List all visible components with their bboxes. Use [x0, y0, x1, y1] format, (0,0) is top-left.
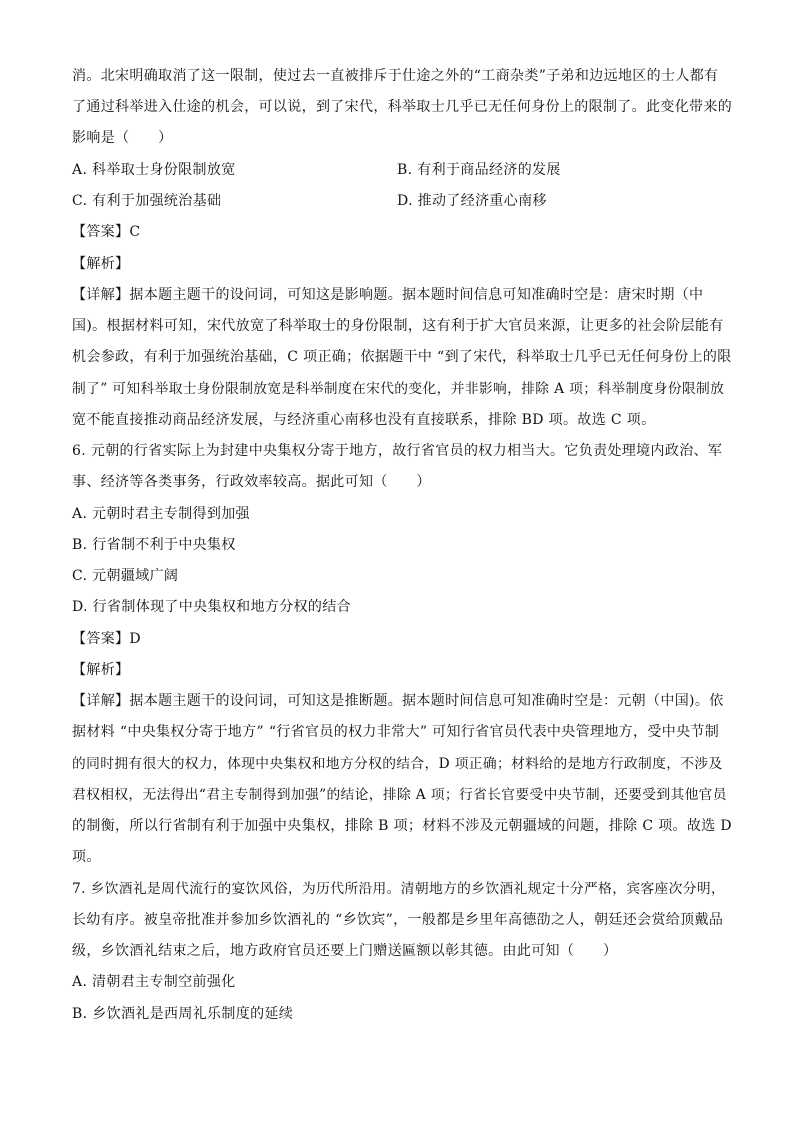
- q6-answer: 【答案】D: [72, 631, 141, 647]
- q6-option-c: C. 元朝疆域广阔: [72, 568, 179, 584]
- q5-stem-line-2: 了通过科举进入仕途的机会，可以说，到了宋代，科举取士几乎已无任何身份上的限制了。此变化带来的: [72, 99, 733, 115]
- q6-option-d: D. 行省制体现了中央集权和地方分权的结合: [72, 599, 351, 615]
- q5-stem-line-1: 消。北宋明确取消了这一限制，使过去一直被排斥于仕途之外的“工商杂类”子弟和边远地区的士人都有: [72, 68, 719, 84]
- q5-detail-line-2: 国)。根据材料可知，宋代放宽了科举取士的身份限制，这有利于扩大官员来源，让更多的社会阶层能有: [72, 318, 724, 334]
- q6-detail-line-2: 据材料 “中央集权分寄于地方” “行省官员的权力非常大” 可知行省官员代表中央管理地方，受中央节制: [72, 724, 720, 740]
- q6-stem-line-2: 事、经济等各类事务，行政效率较高。据此可知（ ）: [72, 474, 431, 490]
- q6-detail-line-1: 【详解】据本题主题干的设问词，可知这是推断题。据本题时间信息可知准确时空是：元朝（中国)。依: [72, 693, 724, 709]
- q5-answer: 【答案】C: [72, 224, 141, 240]
- q7-stem-line-2: 长幼有序。被皇帝批准并参加乡饮酒礼的 “乡饮宾”，一般都是乡里年高德劭之人，朝廷还会赏给顶戴品: [72, 912, 724, 928]
- q6-detail-line-5: 的制衡，所以行省制有利于加强中央集权，排除 B 项；材料不涉及元朝疆域的问题，排除 C 项。故选 D: [72, 818, 732, 834]
- q5-detail-line-5: 宽不能直接推动商品经济发展，与经济重心南移也没有直接联系，排除 BD 项。故选 C 项。: [72, 412, 656, 428]
- q6-detail-line-4: 君权相权，无法得出“君主专制得到加强”的结论，排除 A 项；行省长官要受中央节制，还要受到其他官员: [72, 787, 727, 803]
- q5-option-c: C. 有利于加强统治基础: [72, 193, 222, 209]
- q5-option-d: D. 推动了经济重心南移: [397, 193, 547, 209]
- q7-option-a: A. 清朝君主专制空前强化: [72, 974, 236, 990]
- q6-analysis-label: 【解析】: [72, 662, 130, 678]
- q5-option-b: B. 有利于商品经济的发展: [397, 162, 561, 178]
- q6-stem-line-1: 6. 元朝的行省实际上为封建中央集权分寄于地方，故行省官员的权力相当大。它负责处理境内政治、军: [72, 443, 723, 459]
- q6-option-b: B. 行省制不利于中央集权: [72, 537, 236, 553]
- q7-option-b: B. 乡饮酒礼是西周礼乐制度的延续: [72, 1006, 294, 1022]
- q5-detail-line-4: 制了” 可知科举取士身份限制放宽是科举制度在宋代的变化，并非影响，排除 A 项；科举制度身份限制放: [72, 381, 725, 397]
- q5-analysis-label: 【解析】: [72, 256, 130, 272]
- q6-detail-line-6: 项。: [72, 849, 101, 865]
- q6-detail-line-3: 的同时拥有很大的权力，体现中央集权和地方分权的结合，D 项正确；材料给的是地方行政制度，不涉及: [72, 756, 723, 772]
- q6-option-a: A. 元朝时君主专制得到加强: [72, 506, 250, 522]
- q5-option-a: A. 科举取士身份限制放宽: [72, 162, 236, 178]
- q5-stem-line-3: 影响是（ ）: [72, 130, 173, 146]
- q7-stem-line-1: 7. 乡饮酒礼是周代流行的宴饮风俗，为历代所沿用。清朝地方的乡饮酒礼规定十分严格，宾客座次分明，: [72, 881, 726, 897]
- q5-detail-line-1: 【详解】据本题主题干的设问词，可知这是影响题。据本题时间信息可知准确时空是：唐宋时期（中: [72, 287, 704, 303]
- q7-stem-line-3: 级，乡饮酒礼结束之后，地方政府官员还要上门赠送匾额以彰其德。由此可知（ ）: [72, 943, 618, 959]
- q5-detail-line-3: 机会参政，有利于加强统治基础，C 项正确；依据题干中 “到了宋代，科举取士几乎已无任何身份上的限: [72, 349, 732, 365]
